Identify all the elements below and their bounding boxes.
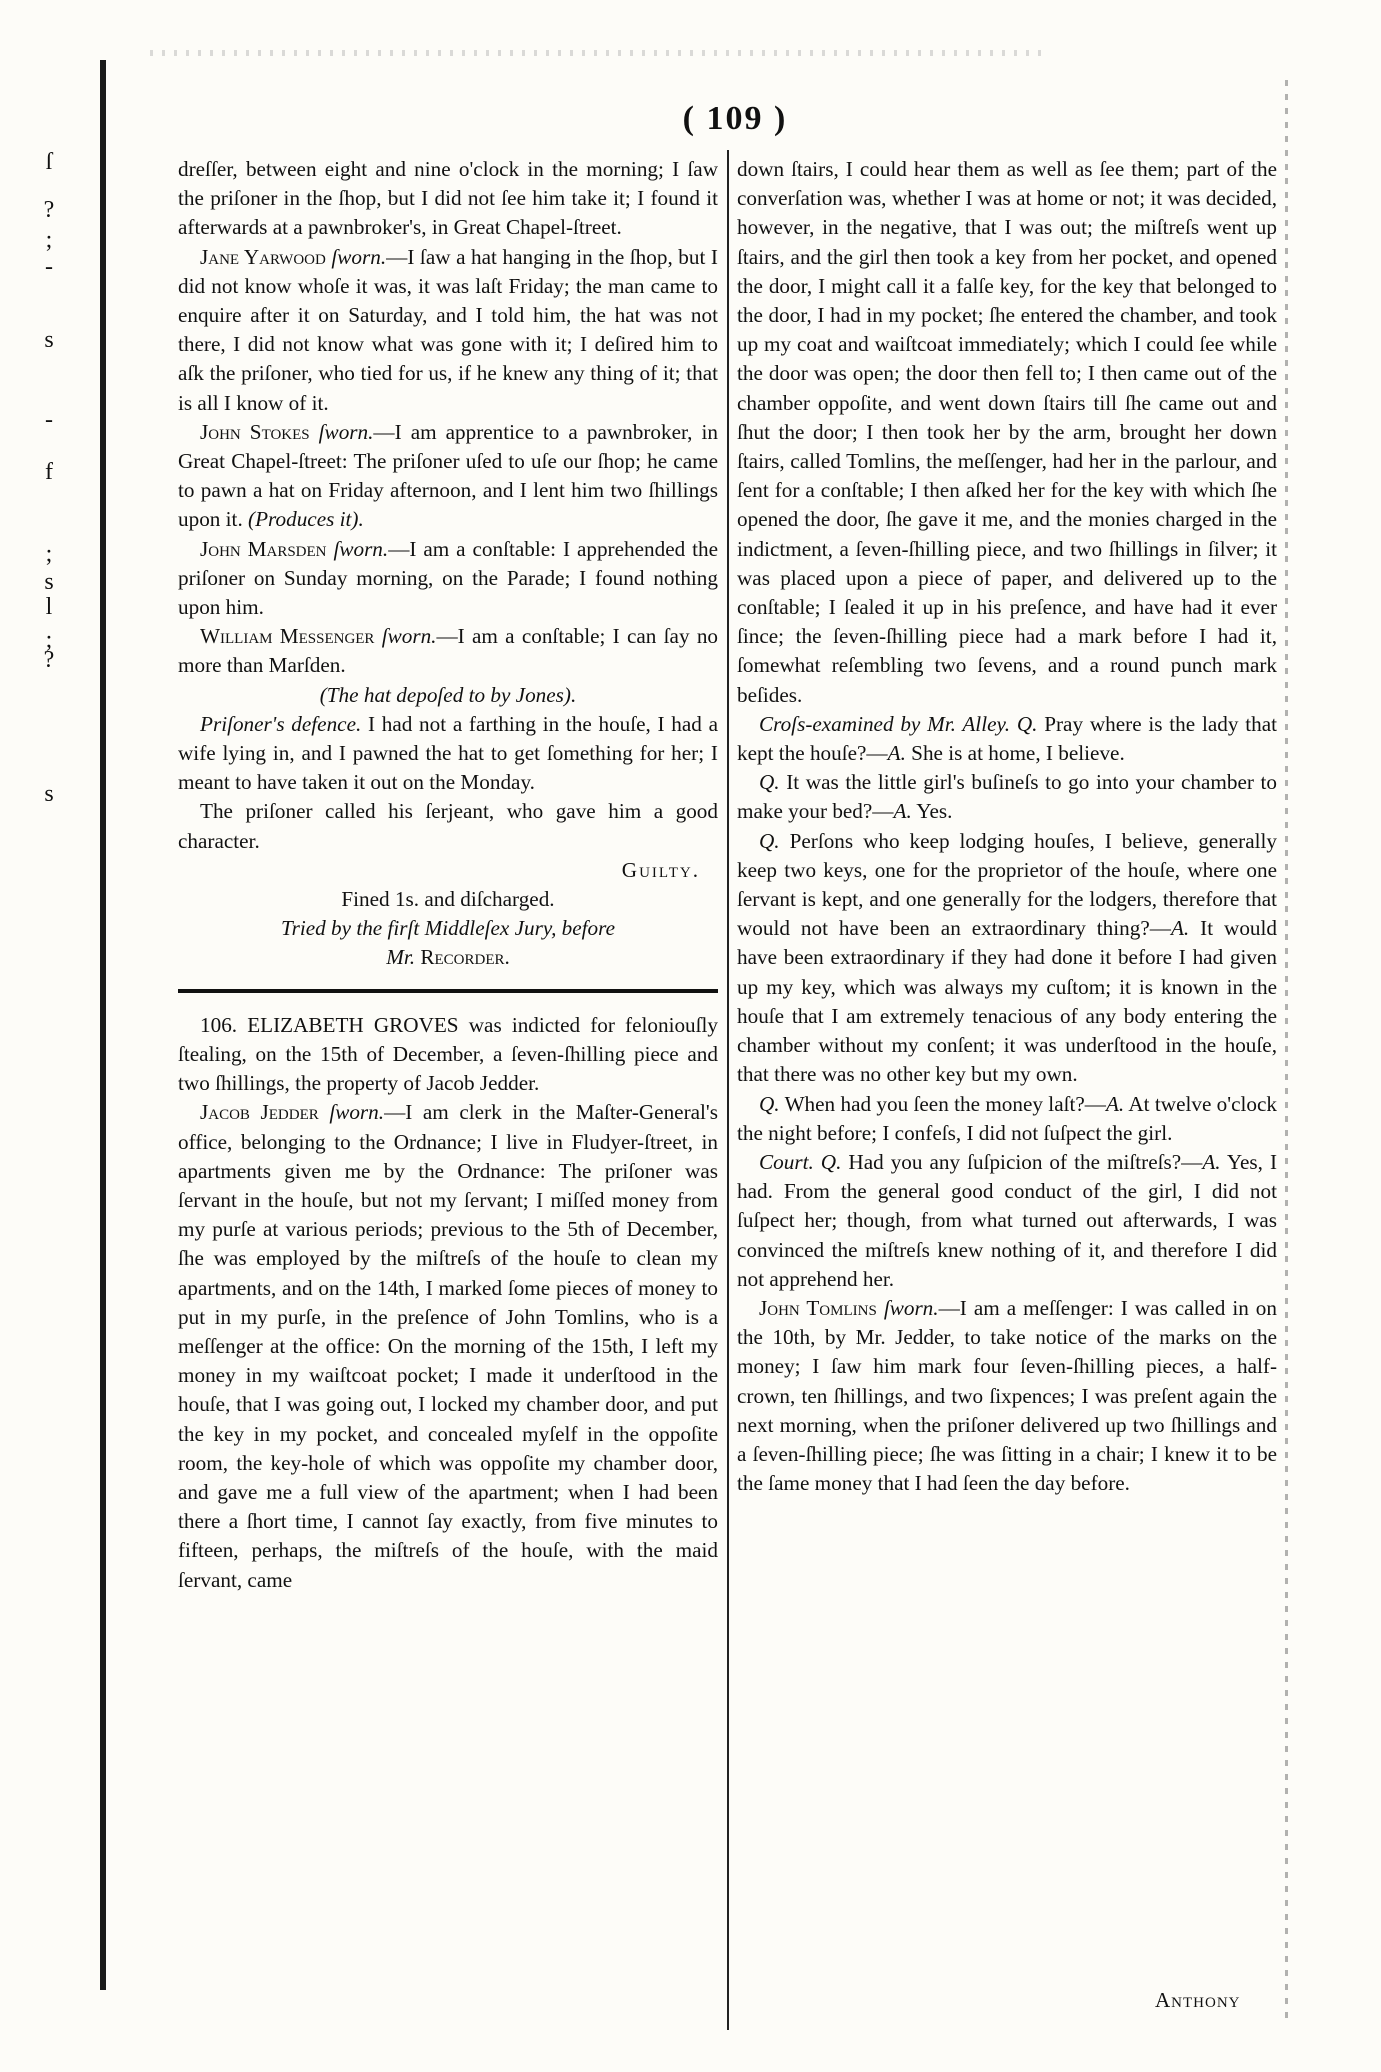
answer-text: It would have been extraordinary if they had done it before I had given up my key, which was always my cuſtom; it is known in the houſe that I am extremely tenacious of any body entering the chamber without my conſent; it was underſtood in the houſe, that there was no other key but my own.: [737, 916, 1277, 1087]
left-binding-edge: [100, 60, 106, 1990]
case-heading: 106. ELIZABETH GROVES: [200, 1012, 459, 1037]
margin-mark: ;: [45, 627, 53, 653]
column-divider: [727, 150, 729, 2030]
sworn-label: ſworn.: [318, 419, 374, 444]
qa-paragraph: [737, 1090, 1277, 1148]
answer-text: At twelve o'clock the night before; I confeſs, I did not ſuſpect the girl.: [737, 1091, 1277, 1145]
testimony-text: —I am a conſtable; I can ſay no more than Marſden.: [178, 624, 719, 678]
case-divider: [178, 989, 718, 993]
page-number: ( 109 ): [682, 100, 788, 137]
answer-text: She is at home, I believe.: [911, 741, 1125, 766]
question-text: It was the little girl's buſineſs to go into your chamber to make your bed?—: [737, 770, 1277, 824]
margin-mark: -: [45, 407, 53, 433]
sworn-label: ſworn.: [883, 1295, 939, 1320]
margin-mark: ;: [45, 227, 53, 253]
paragraph: The priſoner called his ſerjeant, who gave him a good character.: [178, 799, 718, 853]
question-text: Perſons who keep lodging houſes, I believe, generally keep two keys, one for the proprietor of the houſe, where one ſervant is kept, and one generally for the lodgers, therefore that would not have been an extraordinary thing?—: [737, 828, 1278, 941]
margin-mark: s: [44, 569, 54, 595]
title-abbrev: Mr.: [386, 945, 416, 970]
answer-marker: A.: [887, 741, 906, 766]
sworn-label: ſworn.: [381, 624, 437, 649]
question-text: Pray where is the lady that kept the houſe?—: [737, 711, 1278, 766]
testimony-text: —I ſaw a hat hanging in the ſhop, but I did not know whoſe it was, it was laſt Friday; the man came to enquire after it on Saturday, and I told him, the hat was not there, I did not know what was gone with it; I deſired him to aſk the priſoner, who tied for us, if he knew any thing of it; that is all I know of it.: [178, 244, 718, 415]
testimony-paragraph: [178, 1098, 718, 1594]
case-heading-paragraph: [178, 1011, 718, 1099]
question-marker: Q.: [759, 828, 780, 853]
verdict: Guilty.: [621, 857, 700, 882]
testimony-text: —I am apprentice to a pawnbroker, in Great Chapel-ſtreet: The priſoner uſed to uſe our ſhop; he came to pawn a hat on Friday afternoon, and I lent him two ſhillings upon it.: [178, 419, 718, 532]
testimony-text: —I am a meſſenger: I was called in on the 10th, by Mr. Jedder, to take notice of the marks on the money; I ſaw him mark four ſeven-ſhilling pieces, a half-crown, ten ſhillings, and two ſixpences; I was preſent again the next morning, when the priſoner delivered up two ſhillings and a ſeven-ſhilling piece; ſhe was ſitting in a chair; I knew it to be the ſame money that I had ſeen the day before.: [737, 1295, 1277, 1496]
cross-exam-label: Croſs-examined by Mr. Alley.: [759, 711, 1011, 736]
margin-mark: f: [45, 459, 53, 485]
margin-mark: -: [45, 254, 53, 280]
margin-mark: s: [44, 327, 54, 353]
right-page-edge: [1285, 80, 1288, 2020]
margin-mark: ;: [45, 541, 53, 567]
sworn-label: ſworn.: [331, 244, 387, 269]
margin-mark: ?: [43, 197, 55, 223]
witness-name: Jacob Jedder: [200, 1100, 319, 1125]
court-label: Court.: [759, 1149, 814, 1174]
defence-paragraph: [178, 710, 718, 798]
paragraph: down ſtairs, I could hear them as well as ſee them; part of the converſation was, whether I was at home or not; it was decided, however, in the negative, that I was out; the miſtreſs went up ſtairs, and the girl then took a key from her pocket, and opened the door, I might call it a falſe key, for the key that belonged to the door, I had in my pocket; ſhe entered the chamber, and took up my coat and waiſtcoat immediately; which I could ſee while the door was open; the door then fell to; I then came out of the chamber oppoſite, and went down ſtairs till ſhe came out and ſhut the door; I then took her by the arm, brought her down ſtairs, called Tomlins, the meſſenger, had her in the parlour, and ſent for a conſtable; I then aſked her for the key with which ſhe opened the door, ſhe gave it me, and the monies charged in the indictment, a ſeven-ſhilling piece, and two ſhillings in ſilver; it was placed upon a piece of paper, and delivered up to the conſtable; I ſealed it up in his preſence, and have had it ever ſince; the ſeven-ſhilling piece had a mark before I had it, ſomewhat reſembling two ſevens, and a round punch mark beſides.: [737, 157, 1277, 707]
witness-name: John Stokes: [200, 419, 310, 444]
testimony-text: —I am clerk in the Maſter-General's office, belonging to the Ordnance; I live in Fludyer-ſtreet, in apartments given me by the Ordnance: The priſoner was ſervant in the houſe, but not my ſervant; I miſſed money from my purſe at various periods; previous to the 5th of December, ſhe was employed by the miſtreſs of the houſe to clean my apartments, and on the 14th, I marked ſome pieces of money to put in my purſe, in the preſence of John Tomlins, who is a meſſenger at the office: On the morning of the 15th, I left my money in my waiſtcoat pocket; I made it underſtood in the houſe, that I was going out, I locked my chamber door, and put the key in my pocket, and concealed myſelf in the oppoſite room, the key-hole of which was oppoſite my chamber door, and gave me a full view of the apartment; when I had been there a ſhort time, I cannot ſay exactly, from five minutes to fifteen, perhaps, the miſtreſs of the houſe, with the maid ſervant, came: [178, 1100, 718, 1592]
testimony-paragraph: [178, 418, 718, 535]
question-marker: Q.: [759, 770, 780, 795]
question-marker: Q.: [1016, 711, 1038, 736]
defence-label: Priſoner's defence.: [200, 711, 362, 736]
court-paragraph: [737, 1148, 1277, 1294]
margin-mark: s: [44, 781, 54, 807]
right-column: [737, 155, 1277, 1498]
cross-exam-paragraph: [737, 710, 1277, 768]
testimony-paragraph: [737, 1294, 1277, 1498]
case-text: was indicted for feloniouſly ſtealing, on the 15th of December, a ſeven-ſhilling piece and two ſhillings, the property of Jacob Jedder.: [178, 1012, 719, 1096]
witness-name: Jane Yarwood: [200, 244, 326, 269]
sworn-label: ſworn.: [329, 1100, 385, 1125]
qa-paragraph: [737, 768, 1277, 826]
deposition-note: (The hat depoſed to by Jones).: [319, 682, 577, 707]
left-column: [178, 155, 718, 1595]
witness-name: John Tomlins: [759, 1295, 877, 1320]
answer-text: Yes, I had. From the general good conduct of the girl, I did not ſuſpect her; though, from what turned out afterwards, I was convinced the miſtreſs knew nothing of it, and therefore I did not apprehend her.: [737, 1149, 1278, 1291]
answer-marker: A.: [1202, 1149, 1221, 1174]
defence-text: I had not a farthing in the houſe, I had a wife lying in, and I pawned the hat to get ſomething for her; I meant to have taken it out on the Monday.: [178, 711, 719, 795]
stage-note: (Produces it).: [248, 507, 364, 532]
question-text: When had you ſeen the money laſt?—: [784, 1091, 1106, 1116]
qa-paragraph: [737, 827, 1277, 1090]
jury-line-2: [178, 943, 718, 972]
paragraph: dreſſer, between eight and nine o'clock in the morning; I ſaw the priſoner in the ſhop, but I did not ſee him take it; I found it afterwards at a pawnbroker's, in Great Chapel-ſtreet.: [178, 157, 718, 240]
margin-mark: ſ: [45, 149, 53, 175]
witness-name: William Messenger: [200, 624, 375, 649]
recorder-title: Recorder.: [420, 945, 510, 970]
sworn-label: ſworn.: [333, 536, 389, 561]
witness-name: John Marsden: [200, 536, 327, 561]
sentence: Fined 1s. and diſcharged.: [341, 887, 555, 912]
top-edge-smudge: [150, 50, 1050, 56]
testimony-paragraph: [178, 535, 718, 623]
question-marker: Q.: [759, 1091, 780, 1116]
answer-text: Yes.: [916, 799, 953, 824]
testimony-paragraph: [178, 622, 718, 680]
question-text: Had you any ſuſpicion of the miſtreſs?—: [848, 1149, 1203, 1174]
catchword: Anthony: [1155, 1988, 1241, 2012]
margin-mark: l: [45, 594, 53, 620]
testimony-text: —I am a conſtable: I apprehended the priſoner on Sunday morning, on the Parade; I found nothing upon him.: [178, 536, 719, 620]
answer-marker: A.: [1105, 1091, 1125, 1116]
testimony-paragraph: [178, 243, 718, 418]
answer-marker: A.: [1170, 916, 1190, 941]
margin-mark: ?: [43, 647, 55, 673]
jury-line: Tried by the firſt Middleſex Jury, before: [280, 916, 616, 941]
question-marker: Q.: [820, 1149, 842, 1174]
answer-marker: A.: [893, 799, 912, 824]
